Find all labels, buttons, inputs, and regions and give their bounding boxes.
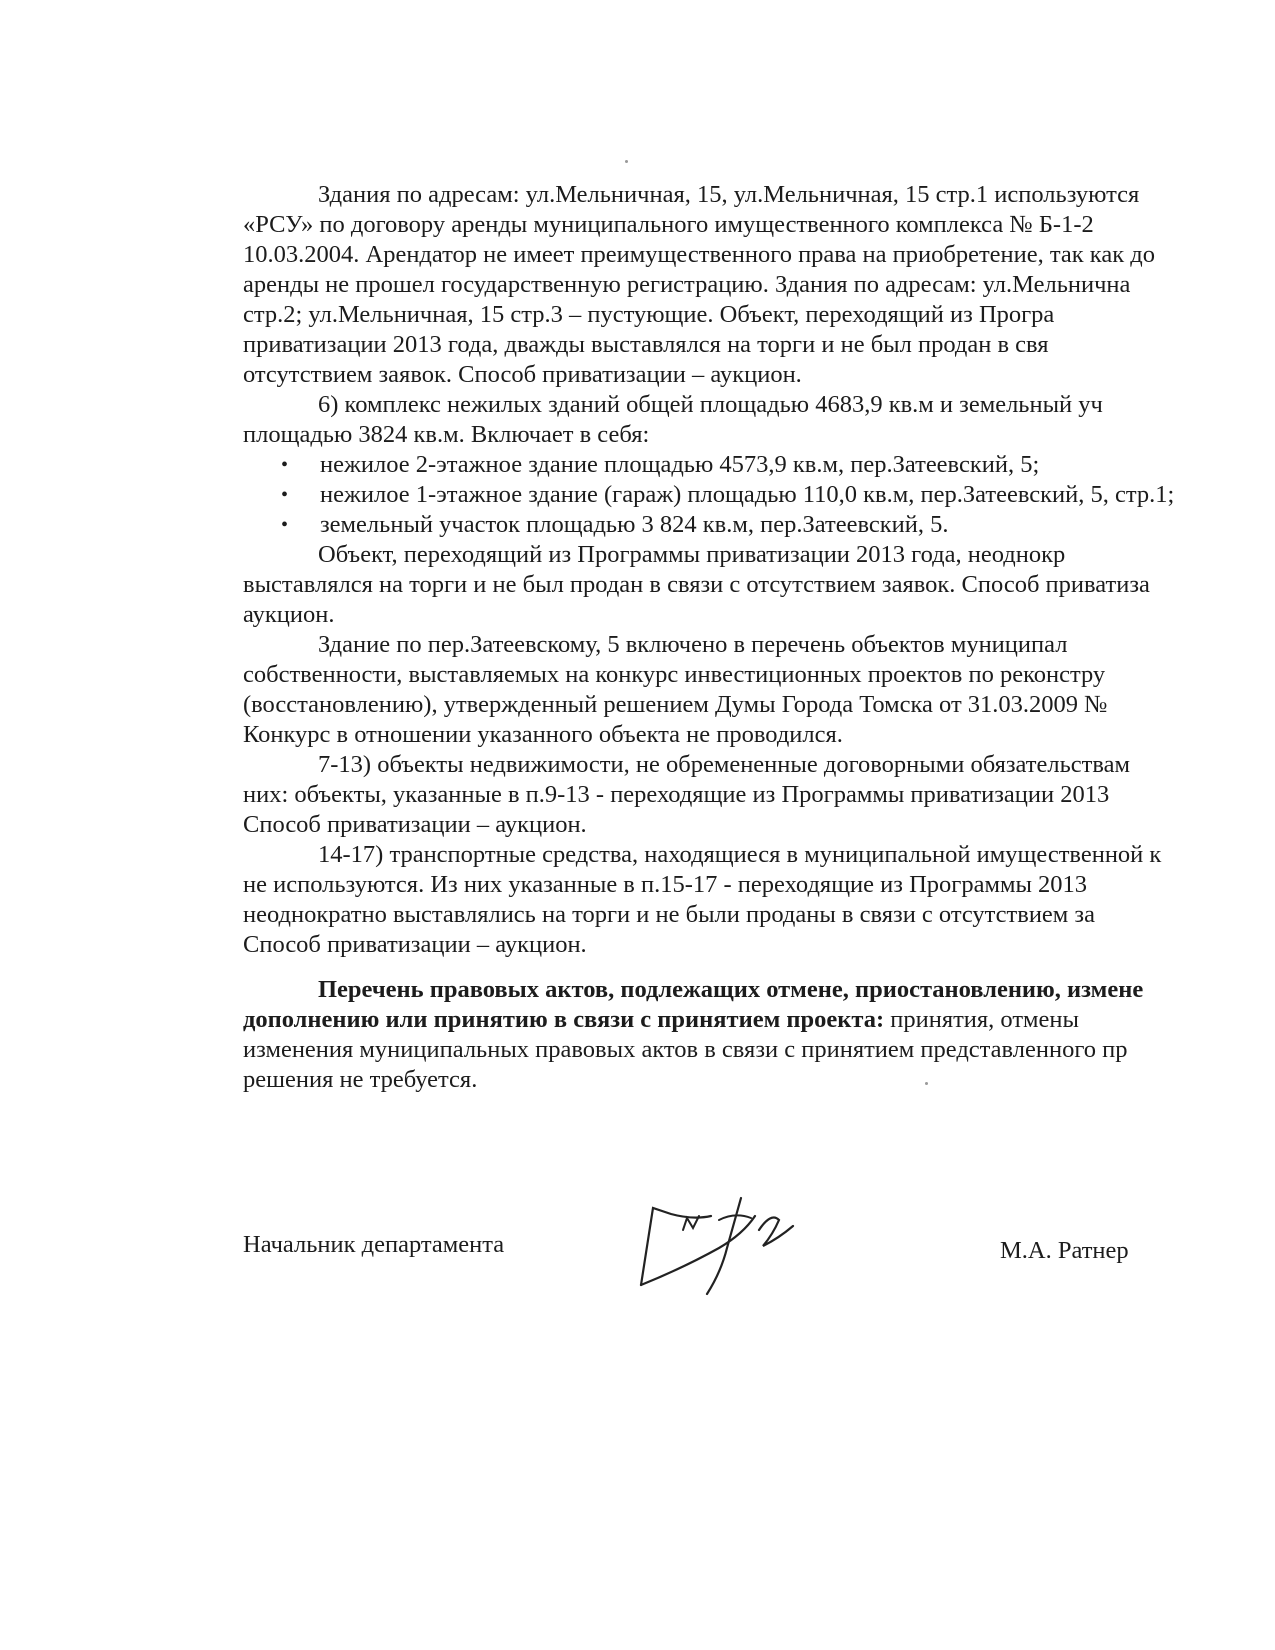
- text-line: «РСУ» по договору аренды муниципального имущественного комплекса № Б-1-2: [243, 211, 1094, 238]
- list-item-text: нежилое 2-этажное здание площадью 4573,9 кв.м, пер.Затеевский, 5;: [320, 451, 1040, 478]
- text-line: стр.2; ул.Мельничная, 15 стр.3 – пустующие. Объект, переходящий из Програ: [243, 301, 1055, 328]
- scan-speck: [625, 160, 628, 163]
- list-item: [243, 510, 1275, 540]
- text-line: не используются. Из них указанные в п.15-17 - переходящие из Программы 2013: [243, 871, 1088, 898]
- paragraph-gap: [243, 960, 1275, 975]
- text-line: 10.03.2004. Арендатор не имеет преимущественного права на приобретение, так как до: [243, 241, 1155, 268]
- text-line: приватизации 2013 года, дважды выставлялся на торги и не был продан в свя: [243, 331, 1049, 358]
- bullet-icon: •: [281, 454, 289, 476]
- list-item: [243, 450, 1275, 480]
- bullet-icon: •: [281, 484, 289, 506]
- text-line: 7-13) объекты недвижимости, не обремененные договорными обязательствам: [318, 751, 1130, 778]
- text-line: Способ приватизации – аукцион.: [243, 931, 587, 958]
- signatory-name: М.А. Ратнер: [1000, 1237, 1129, 1264]
- bullet-icon: •: [281, 514, 289, 536]
- text-line: неоднократно выставлялись на торги и не были проданы в связи с отсутствием за: [243, 901, 1095, 928]
- paragraph-zateevsky: [243, 630, 1275, 750]
- text-line: Здания по адресам: ул.Мельничная, 15, ул.Мельничная, 15 стр.1 используются: [318, 181, 1140, 208]
- text-line: Здание по пер.Затеевскому, 5 включено в перечень объектов муниципал: [318, 631, 1068, 658]
- text-line: отсутствием заявок. Способ приватизации – аукцион.: [243, 361, 802, 388]
- bullet-list: [243, 450, 1275, 540]
- paragraph-items-7-13: [243, 750, 1275, 840]
- text-line: [243, 1005, 1275, 1035]
- text-line: 6) комплекс нежилых зданий общей площадью 4683,9 кв.м и земельный уч: [318, 391, 1103, 418]
- paragraph-items-14-17: [243, 840, 1275, 960]
- text-line: собственности, выставляемых на конкурс инвестиционных проектов по реконстру: [243, 661, 1106, 688]
- text-line: Объект, переходящий из Программы приватизации 2013 года, неоднокр: [318, 541, 1066, 568]
- list-item: [243, 480, 1275, 510]
- list-item-text: нежилое 1-этажное здание (гараж) площадью 110,0 кв.м, пер.Затеевский, 5, стр.1;: [320, 481, 1175, 508]
- text-line: (восстановлению), утвержденный решением Думы Города Томска от 31.03.2009 №: [243, 691, 1108, 718]
- text-line: Способ приватизации – аукцион.: [243, 811, 587, 838]
- scan-speck: [925, 1082, 928, 1085]
- paragraph-object-2013: [243, 540, 1275, 630]
- text-line: 14-17) транспортные средства, находящиеся в муниципальной имущественной к: [318, 841, 1162, 868]
- text-line: площадью 3824 кв.м. Включает в себя:: [243, 421, 650, 448]
- document-body: [243, 180, 1275, 1095]
- text-line: выставлялся на торги и не был продан в связи с отсутствием заявок. Способ приватиза: [243, 571, 1150, 598]
- text-line: Перечень правовых актов, подлежащих отмене, приостановлению, измене: [318, 976, 1144, 1003]
- text-line: них: объекты, указанные в п.9-13 - переходящие из Программы приватизации 2013: [243, 781, 1110, 808]
- paragraph-buildings-melnichnaya: [243, 180, 1275, 390]
- bold-text: дополнению или принятию в связи с принятием проекта:: [243, 1006, 885, 1033]
- paragraph-legal-acts: [243, 975, 1275, 1095]
- text-line: решения не требуется.: [243, 1066, 478, 1093]
- handwritten-signature: [623, 1190, 803, 1300]
- text-line: аренды не прошел государственную регистрацию. Здания по адресам: ул.Мельнична: [243, 271, 1131, 298]
- paragraph-item-6: [243, 390, 1275, 450]
- signatory-title: Начальник департамента: [243, 1231, 505, 1258]
- text-line: аукцион.: [243, 601, 335, 628]
- text-line: изменения муниципальных правовых актов в связи с принятием представленного пр: [243, 1036, 1128, 1063]
- normal-text: принятия, отмены: [884, 1006, 1080, 1033]
- list-item-text: земельный участок площадью 3 824 кв.м, пер.Затеевский, 5.: [320, 511, 949, 538]
- text-line: Конкурс в отношении указанного объекта не проводился.: [243, 721, 843, 748]
